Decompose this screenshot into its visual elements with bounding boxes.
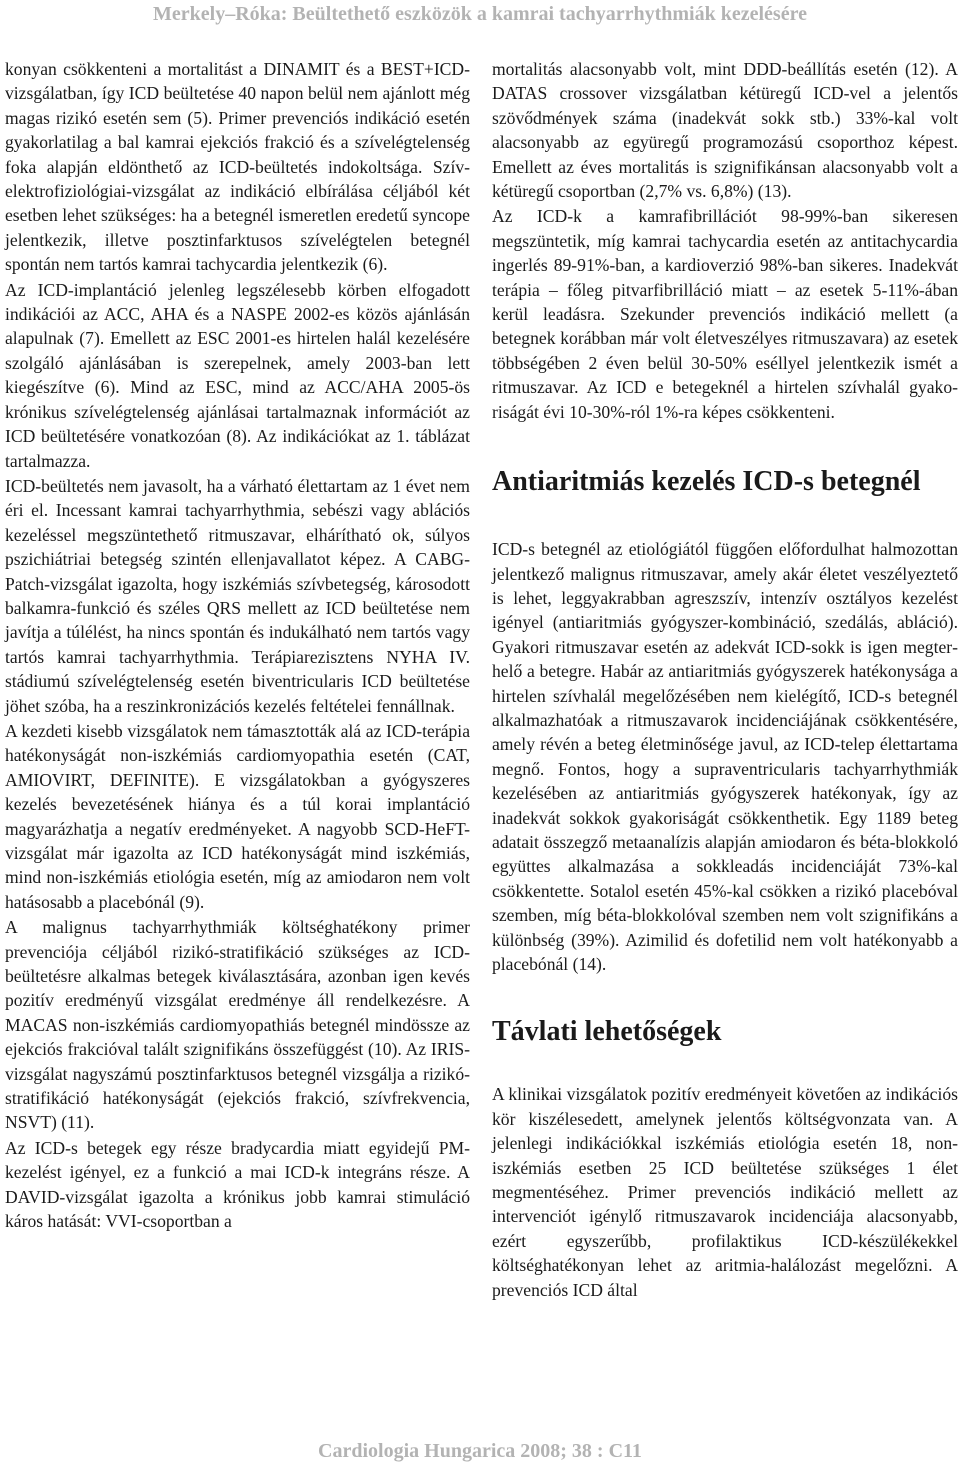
section-heading-antiaritmias: Antiaritmiás kezelés ICD-s betegnél: [492, 466, 921, 498]
section-heading-tavlati: Távlati lehetőségek: [492, 1016, 722, 1048]
body-paragraph: Az ICD-implantáció jelenleg legszélesebb körben elfogadott indikációi az ACC, AHA és a NASPE 2002-es közös ajánlásán alapulnak (7). Emellett az ESC 2001-es hirtelen halál kezelésére szolgáló ajánlásában is szerepelnek, amely 2003-ban lett kiegészítve (6). Mind az ESC, mind az ACC/AHA 2005-ös krónikus szívelégtelenség ajánlásai tartalmaznak információt az ICD beültetésére vonatkozóan (8). Az indikációkat az 1. táblázat tartalmazza.: [5, 279, 470, 471]
body-paragraph: A klinikai vizsgálatok pozitív eredményeit követően az indikációs kör kiszélesedett, amelynek jelentős költségvonzata van. A jelenlegi indikációkkal iszkémiás etiológia esetén 18, non-iszkémiás esetben 25 ICD beültetése szükséges 1 élet megmentéséhez. Primer prevenciós indikáció mellett az intervenciót igénylő ritmuszavarok incidenciája alacsonyabb, ezért egyszerűbb, profilaktikus ICD-készülékekkel költséghatékonyan lehet az aritmia-halálozást megelőzni. A prevenciós ICD által: [492, 1084, 958, 1300]
right-column: [492, 57, 958, 1303]
body-paragraph: Az ICD-k a kamrafibrillációt 98-99%-ban sikeresen megszüntetik, míg kamrai tachycardia esetén az antitachycardia ingerlés 89-91%-ban, a kardioverzió 98%-ban sikeres. Inadekvát terápia – főleg pitvarfibrilláció miatt – az esetek 5-11%-ában kerül leadásra. Szekunder prevenciós indikáció mellett (a betegnek korábban már volt életveszélyes ritmuszavara) az esetek többségében 2 éven belül 30-50% eséllyel jelentkezik ismét a ritmuszavar. Az ICD e betegeknél a hirtelen szívhalál gyakoriságát évi 10-30%-ról 1%-ra képes csökkenteni.: [492, 206, 958, 422]
running-header: Merkely–Róka: Beültethető eszközök a kamrai tachyarrhythmiák kezelésére: [153, 3, 807, 25]
body-paragraph: konyan csökkenteni a mortalitást a DINAMIT és a BEST+ICD-vizsgálatban, így ICD beültetése 40 napon belül nem ajánlott még magas rizikó esetén sem (5). Primer prevenciós indikáció esetén gyakorlatilag a bal kamrai ejekciós frakció és a szívelégtelenség foka alapján eldönthető az ICD-beültetés indokoltsága. Szívelektrofiziológiai-vizsgálat az indikáció elbírálása céljából két esetben lehet szükséges: ha a betegnél ismeretlen eredetű syncope jelentkezik, illetve posztinfarktusos szívelégtelen betegnél spontán nem tartós kamrai tachycardia jelentkezik (6).: [5, 59, 470, 275]
body-paragraph: mortalitás alacsonyabb volt, mint DDD-beállítás esetén (12). A DATAS crossover vizsgálatban kétüregű ICD-vel a jelentős szövődmények száma (inadekvát sokk stb.) 33%-kal volt alacsonyabb az együregű programozású csoporthoz képest. Emellett az éves mortalitás is szignifikánsan alacsonyabb volt a kétüregű csoportban (2,7% vs. 6,8%) (13).: [492, 59, 958, 202]
journal-footer: Cardiologia Hungarica 2008; 38 : C11: [318, 1440, 642, 1462]
body-paragraph: Az ICD-s betegek egy része bradycardia miatt egyidejű PM-kezelést igényel, ez a funkció a mai ICD-k integráns része. A DAVID-vizsgálat igazolta a krónikus jobb kamrai stimuláció káros hatását: VVI-csoportban a: [5, 1137, 470, 1232]
body-paragraph: A malignus tachyarrhythmiák költséghatékony primer prevenciója céljából rizikó-stratifikáció szükséges az ICD-beültetésre alkalmas betegek kiválasztására, azonban igen kevés pozitív eredményű vizsgálat eredménye áll rendelkezésre. A MACAS non-iszkémiás cardiomyopathiás betegnél mindössze az ejekciós frakcióval talált szignifikáns összefüggést (10). Az IRIS-vizsgálat nagyszámú posztinfarktusos betegnél vizsgálja a rizikó-stratifikáció hatékonyságát (ejekciós frakció, szívfrekvencia, NSVT) (11).: [5, 917, 470, 1133]
body-paragraph: A kezdeti kisebb vizsgálatok nem támasztották alá az ICD-terápia hatékonyságát non-iszkémiás cardiomyopathia esetén (CAT, AMIOVIRT, DEFINITE). E vizsgálatokban a gyógyszeres kezelés bevezetésének hiánya és a túl korai implantáció magyarázhatja a negatív eredményeket. A nagyobb SCD-HeFT-vizsgálat már igazolta az ICD hatékonyságát mind iszkémiás, mind non-iszkémiás etiológia esetén, míg az amiodaron nem volt hatásosabb a placebónál (9).: [5, 720, 470, 912]
body-paragraph: ICD-beültetés nem javasolt, ha a várható élettartam az 1 évet nem éri el. Incessant kamrai tachyarrhythmia, sebészi vagy ablációs kezeléssel megszüntethető ritmuszavar, elhárítható ok, súlyos pszichiátriai betegség szintén ellenjavallatot képez. A CABG-Patch-vizsgálat igazolta, hogy iszkémiás szívbetegség, károsodott balkamra-funkció és széles QRS mellett az ICD beültetése nem javítja a túlélést, ha nincs spontán és indukálható nem tartós vagy tartós kamrai tachyarrhythmia. Terápiarezisztens NYHA IV. stádiumú szívelégtelenség esetén biventricularis ICD beültetése jöhet szóba, ha a reszinkronizációs kezelés feltételei fennállnak.: [5, 475, 470, 716]
left-column: [5, 57, 470, 1235]
body-paragraph: ICD-s betegnél az etiológiától függően előfordulhat halmozottan jelentkező malignus ritmuszavar, amely akár életet veszélyeztető is lehet, leggyakrabban agreszszív, intenzív osztályos kezelést igényel (antiaritmiás gyógyszer-kombináció, szedálás, abláció). Gyakori ritmuszavar esetén az adekvát ICD-sokk is igen megterhelő a betegre. Habár az antiaritmiás gyógyszerek hatékonysága a hirtelen szívhalál megelőzésében nem kielégítő, ICD-s betegnél alkalmazhatóak a ritmuszavarok incidenciájának csökkentésére, amely révén a beteg életminősége javul, az ICD-telep élettartama megnő. Fontos, hogy a supraventricularis tachyarrhythmiák kezelésében az antiaritmiás gyógyszerek hatékonyak, így az inadekvát sokkok gyakoriságát csökkenthetik. Egy 1189 beteg adatait összegző metaanalízis alapján amiodaron és béta-blokkoló együttes alkalmazása a sokkleadás incidenciáját 73%-kal csökkentette. Sotalol esetén 45%-kal csökken a rizikó placebóval szemben, míg béta-blokkolóval szemben nem volt szignifikáns a különbség (39%). Azimilid és dofetilid nem volt hatékonyabb a placebónál (14).: [492, 539, 958, 974]
